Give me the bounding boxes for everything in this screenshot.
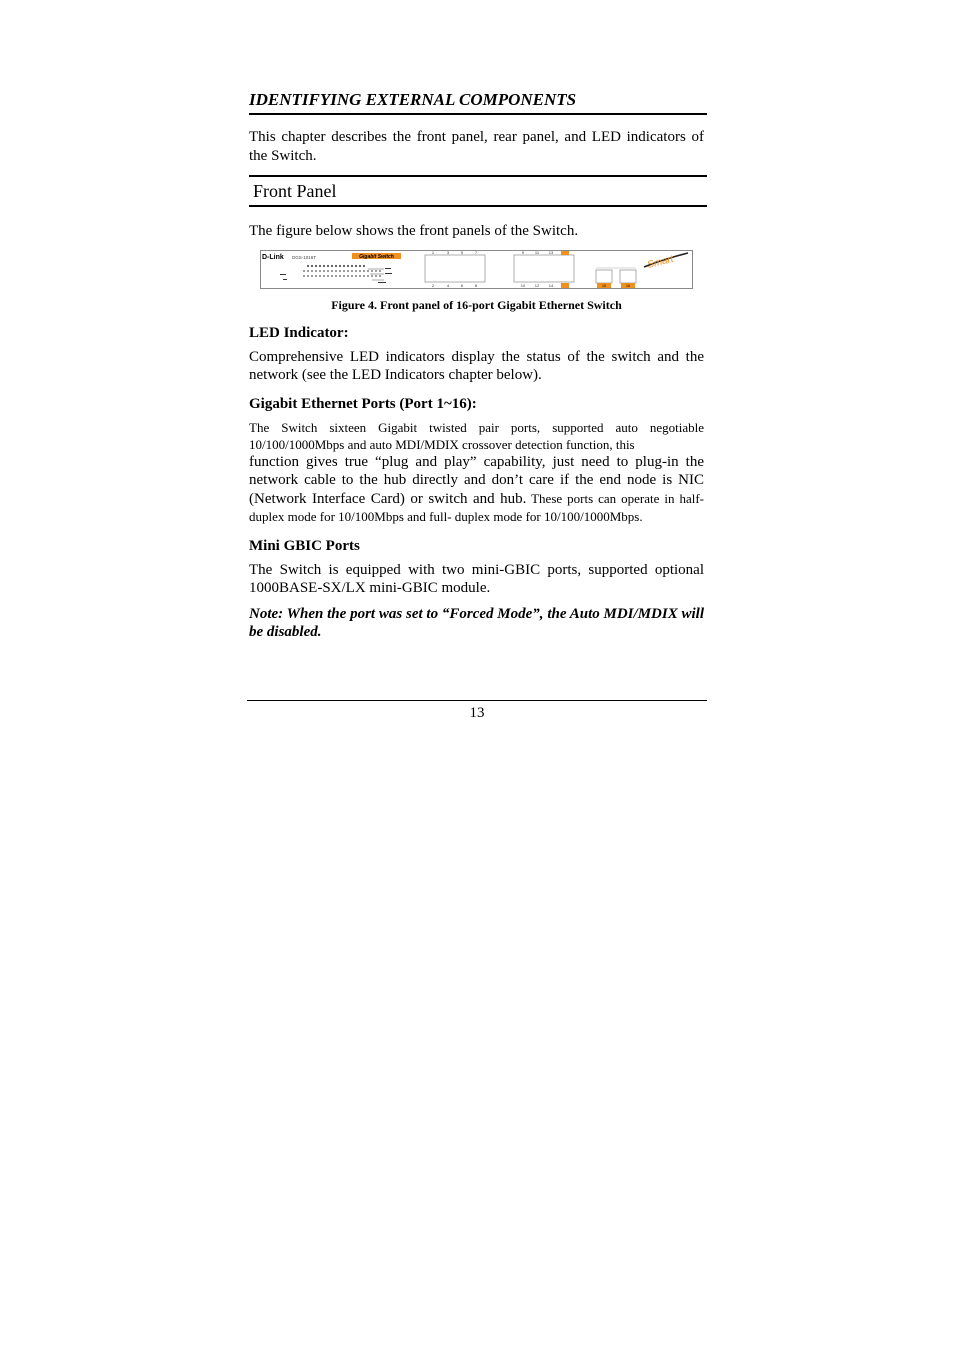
shared-port-marker-bottom — [561, 283, 569, 288]
led-dot — [311, 265, 313, 267]
led-dot — [379, 270, 381, 272]
model-label: DGS-1016T — [292, 254, 317, 260]
port-label-5: 5 — [460, 249, 464, 255]
port-label-12: 12 — [534, 282, 540, 288]
led-dot — [331, 265, 333, 267]
gbic-paragraph: The Switch is equipped with two mini-GBIC ports, supported optional 1000BASE-SX/LX mini-GBIC module. — [249, 561, 704, 597]
led-dot — [347, 265, 349, 267]
ports-text-large: function gives true “plug and play” capability, just need to plug-in the network cable to the hub directly and don’t care if the end node is NIC (Network Interface Card) or switch and hub. — [249, 453, 704, 507]
led-dot — [335, 265, 337, 267]
led-dot — [315, 265, 317, 267]
led-dot — [327, 275, 329, 277]
led-dot — [359, 275, 361, 277]
switch-front-panel-illustration — [260, 250, 693, 289]
led-dot — [319, 265, 321, 267]
gbic-label-16: 16 — [626, 283, 630, 288]
led-dot — [343, 265, 345, 267]
rj45-port-block-2 — [514, 255, 574, 282]
front-panel-figure — [260, 250, 693, 289]
led-dot — [363, 265, 365, 267]
led-dot — [323, 270, 325, 272]
led-dot — [335, 270, 337, 272]
ports-text-small: These ports can operate in half-duplex mode for 10/100Mbps and full- duplex mode for 10/100/1000Mbps. — [249, 490, 705, 525]
led-dot — [339, 275, 341, 277]
led-dot — [343, 270, 345, 272]
led-dot — [327, 265, 329, 267]
led-dot — [339, 270, 341, 272]
led-dot — [375, 270, 377, 272]
page-number: 13 — [469, 705, 485, 721]
led-dot — [363, 270, 365, 272]
port-label-6: 6 — [460, 282, 464, 288]
led-dot — [323, 265, 325, 267]
port-label-13: 13 — [548, 249, 554, 255]
led-dot — [343, 275, 345, 277]
led-dot — [355, 265, 357, 267]
figure-caption: Figure 4. Front panel of 16-port Gigabit Ethernet Switch — [331, 297, 622, 312]
led-dot — [303, 270, 305, 272]
ports-paragraph-small: The Switch sixteen Gigabit twisted pair ports, supported auto negotiable 10/100/1000Mbps and auto MDI/MDIX crossover detection function, this — [249, 419, 704, 452]
heading-led-indicator: LED Indicator: — [249, 324, 349, 341]
led-dot — [347, 270, 349, 272]
led-dot — [371, 275, 373, 277]
port-label-4: 4 — [446, 282, 450, 288]
gbic-label-15: 15 — [602, 283, 606, 288]
port-label-3: 3 — [446, 249, 450, 255]
led-dot — [355, 270, 357, 272]
ports-paragraph — [249, 453, 704, 527]
led-dot — [307, 275, 309, 277]
led-dot — [367, 275, 369, 277]
note-paragraph: Note: When the port was set to “Forced Mode”, the Auto MDI/MDIX will be disabled. — [249, 605, 704, 641]
port-label-7: 7 — [474, 249, 478, 255]
led-dot — [351, 265, 353, 267]
led-dot — [331, 275, 333, 277]
port-label-8: 8 — [474, 282, 478, 288]
led-dot — [315, 270, 317, 272]
led-dot — [335, 275, 337, 277]
led-dot — [319, 270, 321, 272]
port-label-9: 9 — [521, 249, 525, 255]
led-dot — [351, 270, 353, 272]
led-dot — [303, 275, 305, 277]
brand-logo: D-Link — [262, 253, 284, 261]
led-dot — [307, 270, 309, 272]
led-paragraph: Comprehensive LED indicators display the status of the switch and the network (see the LED Indicators chapter below). — [249, 348, 704, 384]
led-dot — [323, 275, 325, 277]
banner-label: Gigabit Switch — [359, 253, 394, 260]
rj45-port-block-1 — [425, 255, 485, 282]
intro-paragraph: This chapter describes the front panel, rear panel, and LED indicators of the Switch. — [249, 129, 704, 164]
led-dot — [347, 275, 349, 277]
led-dot — [355, 275, 357, 277]
gbic-slot-1 — [596, 270, 612, 283]
heading-mini-gbic: Mini GBIC Ports — [249, 537, 360, 554]
port-label-2: 2 — [431, 282, 435, 288]
led-dot — [331, 270, 333, 272]
led-dot — [339, 265, 341, 267]
gbic-slot-2 — [620, 270, 636, 283]
front-panel-lead: The figure below shows the front panels of the Switch. — [249, 222, 579, 239]
port-label-14: 14 — [548, 282, 554, 288]
led-dot — [319, 275, 321, 277]
footer-rule — [247, 700, 707, 701]
led-dot — [311, 270, 313, 272]
led-dot — [363, 275, 365, 277]
port-label-1: 1 — [431, 249, 435, 255]
section-heading-front-panel: Front Panel — [249, 175, 707, 207]
led-dot — [359, 265, 361, 267]
led-dot — [307, 265, 309, 267]
port-label-11: 11 — [534, 249, 540, 255]
led-dot — [311, 275, 313, 277]
led-dot — [379, 275, 381, 277]
page-content — [249, 90, 704, 642]
led-dot — [371, 270, 373, 272]
port-label-10: 10 — [520, 282, 526, 288]
led-dot — [315, 275, 317, 277]
led-dot — [375, 275, 377, 277]
smart-logo: Smart — [646, 253, 675, 271]
led-dot — [359, 270, 361, 272]
led-dot — [351, 275, 353, 277]
shared-port-marker-top — [561, 251, 569, 255]
led-dot — [327, 270, 329, 272]
heading-gigabit-ports: Gigabit Ethernet Ports (Port 1~16): — [249, 395, 477, 412]
led-dot — [367, 270, 369, 272]
chapter-title: IDENTIFYING EXTERNAL COMPONENTS — [249, 90, 707, 115]
